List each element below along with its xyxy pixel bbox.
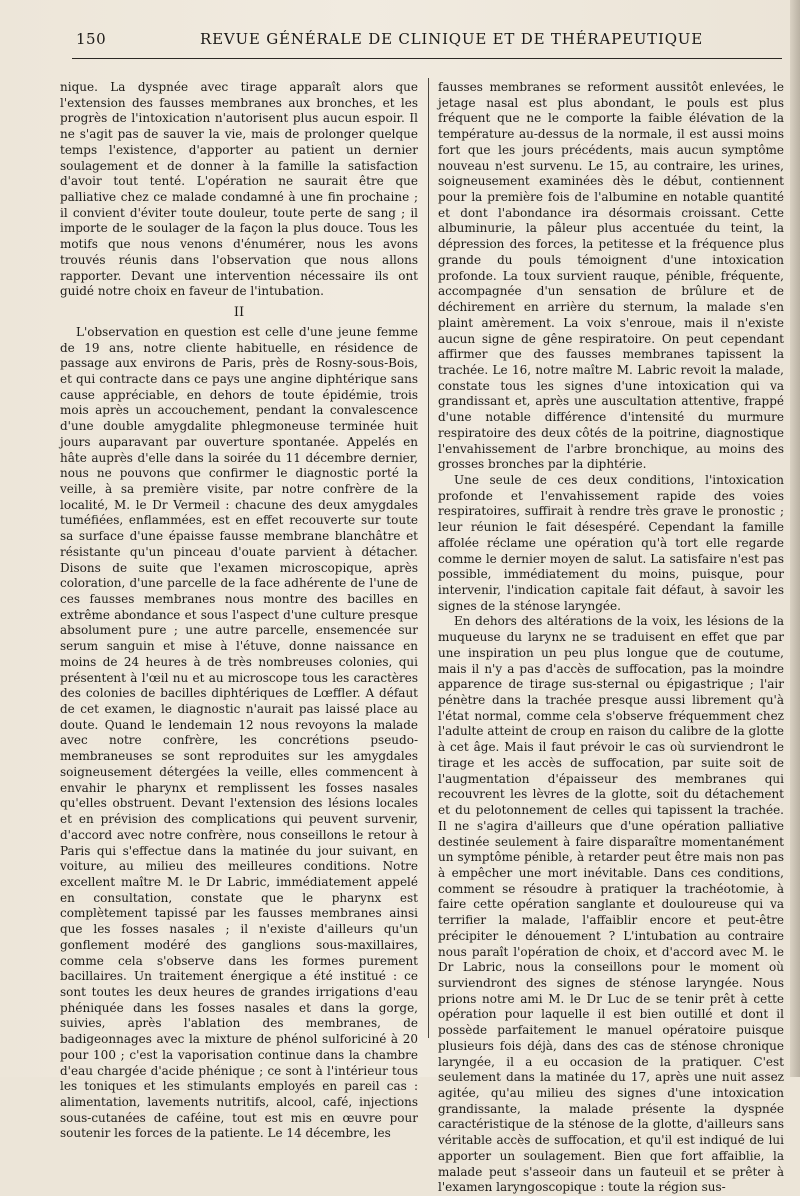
column-divider	[428, 78, 429, 1038]
paragraph: En dehors des altérations de la voix, les lésions de la muqueuse du larynx ne se traduisent en effet que par une inspiration un peu plus longue que de coutume, mais il n'y a pas d'accès de suffocation, pas la moindre apparence de tirage sus-sternal ou épigastrique ; l'air pénètre dans la trachée presque aussi librement qu'à l'état normal, comme cela s'observe fréquemment chez l'adulte atteint de croup en raison du calibre de la glotte à cet âge. Mais il faut prévoir le cas où surviendront le tirage et les accès de suffocation, par suite soit de l'augmentation d'épaisseur des membranes qui recouvrent les lèvres de la glotte, soit du détachement et du pelotonnement de celles qui tapissent la trachée. Il ne s'agira d'ailleurs que d'une opération palliative destinée seulement à faire disparaître momentanément un symptôme pénible, à retarder peut être mais non pas à empêcher une mort inévitable. Dans ces conditions, comment se résoudre à pratiquer la trachéotomie, à faire cette opération sanglante et douloureuse qui va terrifier la malade, l'affaiblir encore et peut-être précipiter le dénouement ? L'intubation au contraire nous paraît l'opération de choix, et d'accord avec M. le Dr Labric, nous la conseillons pour le moment où surviendront des signes de sténose laryngée. Nous prions notre ami M. le Dr Luc de se tenir prêt à cette opération pour laquelle il est bien outillé et dont il possède parfaitement le manuel opératoire puisque plusieurs fois déjà, dans des cas de sténose chronique laryngée, il a eu occasion de la pratiquer. C'est seulement dans la matinée du 17, après une nuit assez agitée, qu'au milieu des signes d'une intoxication grandissante, la malade présente la dyspnée caractéristique de la sténose de la glotte, d'ailleurs sans véritable accès de suffocation, et qu'il est indiqué de lui apporter un soulagement. Bien que fort affaiblie, la malade peut s'asseoir dans un fauteuil et se prêter à l'examen laryngoscopique : toute la région sus-	[438, 614, 784, 1195]
section-heading: II	[233, 305, 245, 321]
header-rule	[72, 58, 782, 59]
right-column	[438, 80, 784, 1196]
paragraph: fausses membranes se reforment aussitôt enlevées, le jetage nasal est plus abondant, le pouls est plus fréquent que ne le comporte la faible élévation de la température au-dessus de la normale, il est aussi moins fort que les jours précédents, mais aucun symptôme nouveau n'est survenu. Le 15, au contraire, les urines, soigneusement examinées dès le début, contiennent pour la première fois de l'albumine en notable quantité et dont l'abondance ira désormais croissant. Cette albuminurie, la pâleur plus accentuée du teint, la dépression des forces, la petitesse et la fréquence plus grande du pouls témoignent d'une intoxication profonde. La toux survient rauque, pénible, fréquente, accompagnée d'un sensation de brûlure et de déchirement en arrière du sternum, la malade s'en plaint amèrement. La voix s'enroue, mais il n'existe aucun signe de gêne respiratoire. On peut cependant affirmer que des fausses membranes tapissent la trachée. Le 16, notre maître M. Labric revoit la malade, constate tous les signes d'une intoxication qui va grandissant et, après une auscultation attentive, frappé d'une notable différence d'intensité du murmure respiratoire des deux côtés de la poitrine, diagnostique l'envahissement de l'arbre bronchique, au moins des grosses bronches par la diphtérie.	[438, 80, 784, 472]
paragraph: Une seule de ces deux conditions, l'intoxication profonde et l'envahissement rapide des voies respiratoires, suffirait à rendre très grave le pronostic ; leur réunion le fait désespéré. Cependant la famille affolée réclame une opération qu'à tort elle regarde comme le dernier moyen de salut. La satisfaire n'est pas possible, immédiatement du moins, puisque, pour intervenir, l'indication capitale fait défaut, à savoir les signes de la sténose laryngée.	[438, 472, 784, 613]
paragraph: nique. La dyspnée avec tirage apparaît alors que l'extension des fausses membranes aux bronches, et les progrès de l'intoxication n'autorisent plus aucun espoir. Il ne s'agit pas de sauver la vie, mais de prolonger quelque temps l'existence, d'apporter au patient un dernier soulagement et de donner à la famille la satisfaction d'avoir tout tenté. L'opération ne saurait être que palliative chez ce malade condamné à une fin prochaine ; il convient d'éviter toute douleur, toute perte de sang ; il importe de le soulager de la façon la plus douce. Tous les motifs que nous venons d'énumérer, nous les avons trouvés réunis dans l'observation que nous allons rapporter. Devant une intervention nécessaire ils ont guidé notre choix en faveur de l'intubation.	[60, 80, 418, 299]
running-title: REVUE GÉNÉRALE DE CLINIQUE ET DE THÉRAPEUTIQUE	[200, 30, 703, 48]
page-header	[60, 30, 780, 52]
left-column	[60, 80, 418, 1142]
paragraph: L'observation en question est celle d'une jeune femme de 19 ans, notre cliente habituelle, en résidence de passage aux environs de Paris, près de Rosny-sous-Bois, et qui contracte dans ce pays une angine diphtérique sans cause appréciable, en dehors de toute épidémie, trois mois après un accouchement, pendant la convalescence d'une double amygdalite phlegmoneuse terminée huit jours auparavant par ouverture spontanée. Appelés en hâte auprès d'elle dans la soirée du 11 décembre dernier, nous ne pouvons que confirmer le diagnostic porté la veille, à sa première visite, par notre confrère de la localité, M. le Dr Vermeil : chacune des deux amygdales tuméfiées, enflammées, est en effet recouverte sur toute sa surface d'une épaisse fausse membrane blanchâtre et résistante qu'un pinceau d'ouate parvient à détacher. Disons de suite que l'examen microscopique, après coloration, d'une parcelle de la face adhérente de l'une de ces fausses membranes nous montre des bacilles en extrême abondance et sous l'aspect d'une culture presque absolument pure ; une autre parcelle, ensemencée sur serum sanguin et mise à l'étuve, donne naissance en moins de 24 heures à de très nombreuses colonies, qui présentent à l'œil nu et au microscope tous les caractères des colonies de bacilles diphtériques de Lœffler. A défaut de cet examen, le diagnostic n'aurait pas laissé place au doute. Quand le lendemain 12 nous revoyons la malade avec notre confrère, les concrétions pseudo-membraneuses se sont reproduites sur les amygdales soigneusement détergées la veille, elles commencent à envahir le pharynx et remplissent les fosses nasales qu'elles obstruent. Devant l'extension des lésions locales et en prévision des complications qui peuvent survenir, d'accord avec notre confrère, nous conseillons le retour à Paris qui s'effectue dans la matinée du jour suivant, en voiture, au milieu des meilleures conditions. Notre excellent maître M. le Dr Labric, immédiatement appelé en consultation, constate que le pharynx est complètement tapissé par les fausses membranes ainsi que les fosses nasales ; il n'existe d'ailleurs qu'un gonflement modéré des ganglions sous-maxillaires, comme cela s'observe dans les formes purement bacillaires. Un traitement énergique a été institué : ce sont toutes les deux heures de grandes irrigations d'eau phéniquée dans les fosses nasales et dans la gorge, suivies, après l'ablation des membranes, de badigeonnages avec la mixture de phénol sulforiciné à 20 pour 100 ; c'est la vaporisation continue dans la chambre d'eau chargée d'acide phénique ; ce sont à l'intérieur tous les toniques et les stimulants employés en pareil cas : alimentation, lavements nutritifs, alcool, café, injections sous-cutanées de caféine, tout est mis en œuvre pour soutenir les forces de la patiente. Le 14 décembre, les	[60, 324, 418, 1141]
page-number: 150	[76, 30, 107, 48]
page-edge-shadow	[790, 0, 800, 1077]
